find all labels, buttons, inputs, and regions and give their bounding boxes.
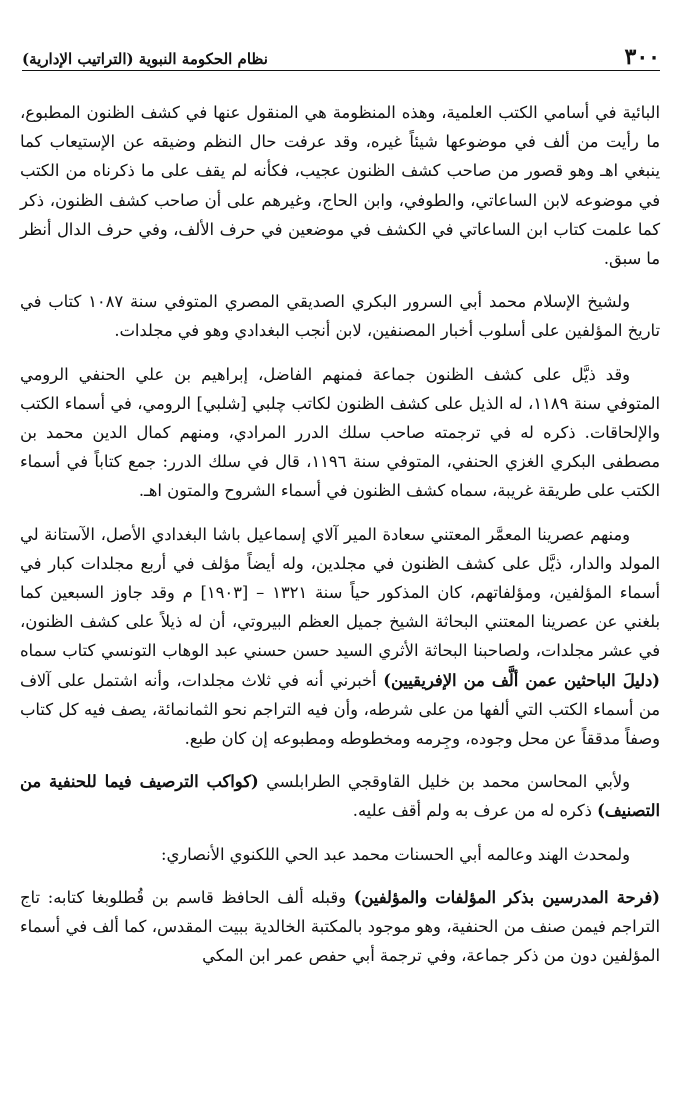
book-title: (كواكب الترصيف فيما للحنفية من التصنيف) [20, 772, 660, 821]
text-run: ذكره له من عرف به ولم أقف عليه. [352, 801, 598, 821]
text-run: وقبله ألف الحافظ قاسم بن قُطلوبغا كتابه: تاج التراجم فيمن صنف من الحنفية، وهو موجود بالمكتبة الخالدية ببيت المقدس، كما ألف في أسماء المؤلفين دون من ذكر جماعة، وفي ترجمة أبي حفص عمر ابن المكي [20, 887, 660, 966]
book-title: (دليلَ الباحثين عمن ألَّف من الإفريقيين) [383, 670, 660, 690]
paragraph-6 [20, 840, 660, 869]
paragraph-5 [20, 767, 660, 825]
paragraph-2 [20, 287, 660, 345]
paragraph-7 [20, 883, 660, 971]
text-run: ولشيخ الإسلام محمد أبي السرور البكري الصديقي المصري المتوفي سنة ١٠٨٧ كتاب في تاريخ المؤلفين على أسلوب أخبار المصنفين، لابن أنجب البغدادي وهو في مجلدات. [20, 292, 660, 341]
page-number: ٣٠٠ [624, 44, 660, 70]
paragraph-4 [20, 520, 660, 754]
text-run: ولمحدث الهند وعالمه أبي الحسنات محمد عبد الحي اللكنوي الأنصاري: [160, 844, 630, 864]
running-header [22, 40, 660, 71]
paragraph-1 [20, 98, 660, 273]
text-run: ولأبي المحاسن محمد بن خليل القاوقجي الطرابلسي [258, 772, 630, 792]
text-run: وقد ذيَّل على كشف الظنون جماعة فمنهم الفاضل، إبراهيم بن علي الحنفي الرومي المتوفي سنة ١١٨٩، له الذيل على كشف الظنون لكاتب چلبي [شلبي] الرومي، في أسماء الكتب والإلحاقات. ذكره له في ترجمته صاحب سلك الدرر المرادي، ومنهم كمال الدين محمد بن مصطفى البكري الغزي الحنفي، المتوفي سنة ١١٩٦، قال في سلك الدرر: جمع كتاباً في أسماء الكتب على طريقة غريبة، سماه كشف الظنون في أسماء الشروح والمتون اهـ. [20, 364, 660, 501]
body-text [20, 98, 660, 970]
running-title: نظام الحكومة النبوية (التراتيب الإدارية) [22, 50, 268, 68]
text-run: ومنهم عصرينا المعمَّر المعتني سعادة المير آلاي إسماعيل باشا البغدادي الأصل، الآستانة لي المولد والدار، ذيَّل على كشف الظنون في مجلدين، وله أيضاً مؤلف في أربع مجلدات كبار في أسماء المؤلفين، ومؤلفاتهم، كان المذكور حياً سنة ١٣٢١ – [١٩٠٣] م وقد جاوز السبعين كما بلغني عن عصرينا المعتني البحاثة الشيخ جميل العظم البيروتي، أن له ذيلاً على كشف الظنون، في عشر مجلدات، ولصاحبنا البحاثة الأثري السيد حسن حسني عبد الوهاب التونسي كتاب سماه [20, 524, 660, 661]
book-title: (فرحة المدرسين بذكر المؤلفات والمؤلفين) [353, 887, 660, 907]
text-run: أخبرني أنه في ثلاث مجلدات، وأنه اشتمل على آلاف من أسماء الكتب التي ألفها من على شرطه، وأن فيه التراجم نحو الثمانمائة، يصف فيه كل كتاب وصفاً مدققاً عن محل وجوده، وجِرمه ومخطوطه ومطبوعه إن كان طبع. [20, 670, 660, 749]
paragraph-3 [20, 360, 660, 506]
text-run: البائية في أسامي الكتب العلمية، وهذه المنظومة هي المنقول عنها في كشف الظنون المطبوع، ما رأيت من ألف في موضوعها شيئاً غيره، وقد عرفت حال النظم وضيقه عن الإستيعاب كما ينبغي اهـ وهو قصور من صاحب كشف الظنون عجيب، فكأنه لم يقف على ما ذكرناه من الكتب في موضوعه لابن الساعاتي، والطوفي، وابن الحاج، وغيرهم على أن صاحب كشف الظنون، ذكر كما علمت كتاب ابن الساعاتي في الكشف في موضعين في حرف الألف، وفي حرف الدال أنظر ما سبق. [20, 103, 660, 269]
